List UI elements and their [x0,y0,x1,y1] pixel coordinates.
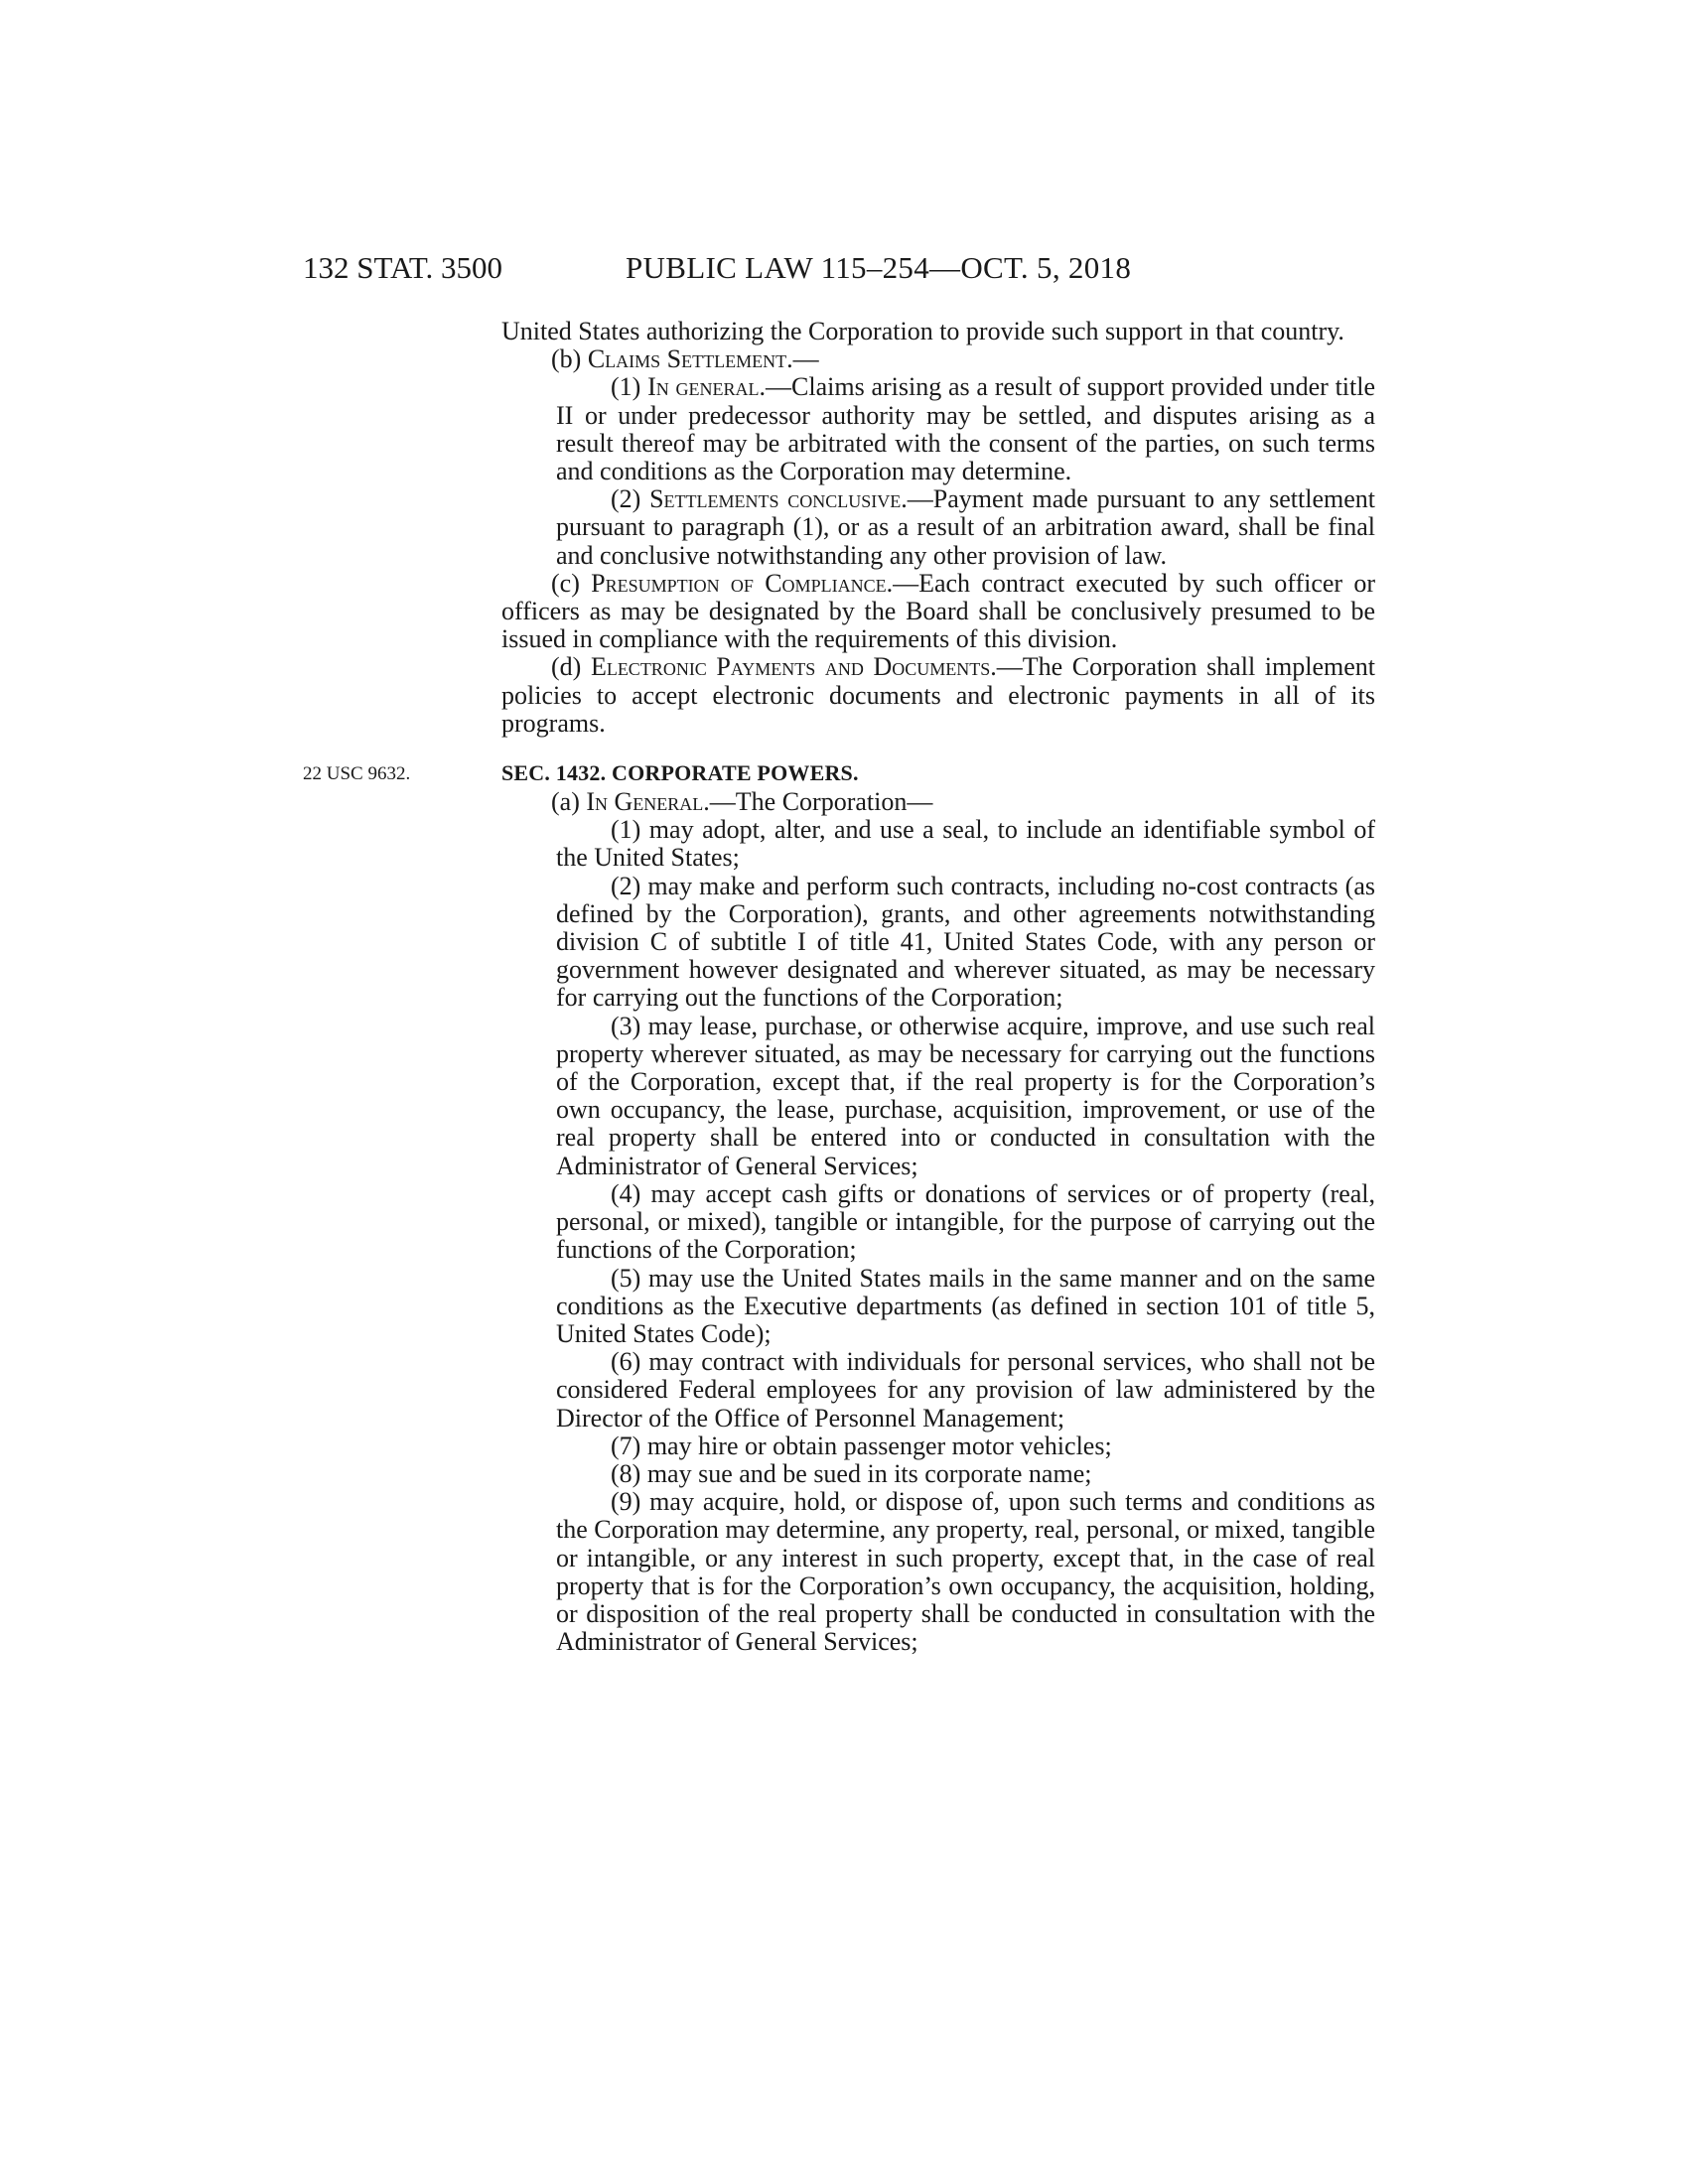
usc-margin-note: 22 USC 9632. [303,763,411,785]
list-item: (4) may accept cash gifts or donations of services or of property (real, personal, or mixed), tangible or intangible, for the purpose of carrying out the functions of the Corporation; [556,1178,1375,1265]
document-body [303,317,1376,1657]
list-item: (8) may sue and be sued in its corporate name; [611,1458,1092,1488]
public-law-title: PUBLIC LAW 115–254—OCT. 5, 2018 [626,250,1132,285]
list-item: (6) may contract with individuals for personal services, who shall not be considered Federal employees for any provision of law administered by the Director of the Office of Personnel Management; [556,1347,1375,1433]
continuation-paragraph: United States authorizing the Corporation to provide such support in that country. [501,317,1344,345]
section-heading: SEC. 1432. CORPORATE POWERS. [501,760,859,786]
subsection-a: (a) In General.—The Corporation— [551,787,933,817]
paragraph-b1: (1) In general.—Claims arising as a result of support provided under title II or under predecessor authority may be settled, and disputes arising as a result thereof may be arbitrated with the consent of the parties, on such terms and conditions as the Corporation may determine. [556,372,1376,486]
list-item: (3) may lease, purchase, or otherwise acquire, improve, and use such real property wherever situated, as may be necessary for carrying out the functions of the Corporation, except that, if the real property is for the Corporation’s own occupancy, the lease, purchase, acquisition, improvement, or use of the real property shall be entered into or conducted in consultation with the Administrator of General Services; [556,1011,1375,1180]
list-item: (2) may make and perform such contracts, including no-cost contracts (as defined by the Corporation), grants, and other agreements notwithstanding division C of subtitle I of title 41, United States Code, with any person or government however designated and wherever situated, as may be necessary for carrying out the functions of the Corporation; [556,871,1375,1013]
statute-page-number: 132 STAT. 3500 [303,250,503,285]
list-item: (9) may acquire, hold, or dispose of, upon such terms and conditions as the Corporation may determine, any property, real, personal, or mixed, tangible or intangible, or any interest in such property, except that, in the case of real property that is for the Corporation’s own occupancy, the acquisition, holding, or disposition of the real property shall be conducted in consultation with the Administrator of General Services; [556,1487,1375,1657]
list-item: (1) may adopt, alter, and use a seal, to include an identifiable symbol of the United States; [556,815,1375,873]
paragraph-b2-title: Settlements conclusive [649,484,902,514]
list-item: (5) may use the United States mails in the same manner and on the same conditions as the Executive departments (as defined in section 101 of title 5, United States Code); [556,1263,1375,1348]
subsection-b-title: Claims Settlement [587,344,787,374]
subsection-c-title: Presumption of Compliance [591,568,887,598]
page-header [303,248,1216,288]
subsection-a-title: In General [586,787,704,817]
paragraph-b1-title: In general [647,372,760,402]
section-1432 [303,758,1375,1657]
subsection-b-heading: (b) Claims Settlement.— [551,344,819,374]
paragraph-b2: (2) Settlements conclusive.—Payment made pursuant to any settlement pursuant to paragraph (1), or as a result of an arbitration award, shall be final and conclusive notwithstanding any other provision of law. [556,484,1375,570]
subsection-d-title: Electronic Payments and Documents [590,652,991,682]
list-item: (7) may hire or obtain passenger motor vehicles; [611,1431,1112,1460]
subsection-c: (c) Presumption of Compliance.—Each contract executed by such officer or officers as may be designated by the Board shall be conclusively presumed to be issued in compliance with the requirements of this division. [501,568,1376,654]
subsection-d: (d) Electronic Payments and Documents.—The Corporation shall implement policies to accept electronic documents and electronic payments in all of its programs. [501,652,1375,738]
